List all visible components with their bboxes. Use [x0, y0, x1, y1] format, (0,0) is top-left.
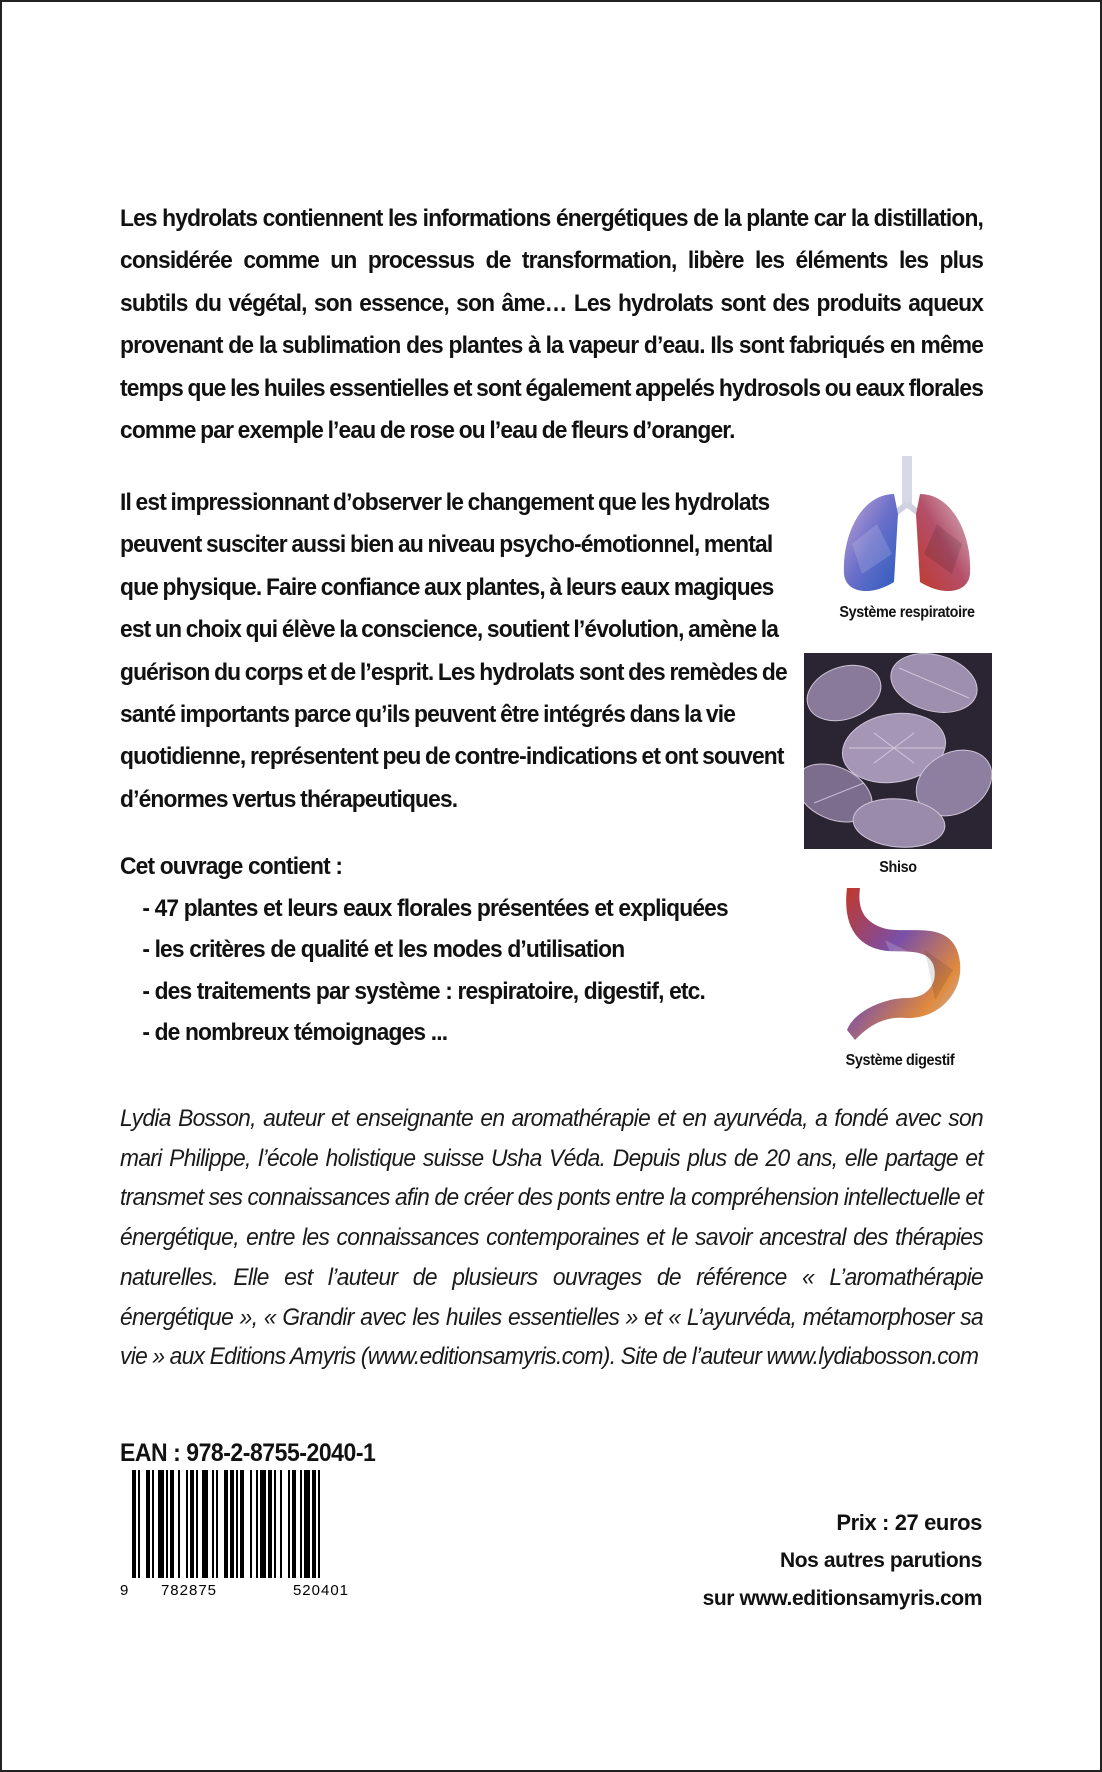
list-item: - de nombreux témoignages ... — [142, 1019, 448, 1046]
author-bio: Lydia Bosson, auteur et enseignante en aromathérapie et en ayurvéda, a fondé avec son mari Philippe, l’école holistique suisse Usha Véda. Depuis plus de 20 ans, elle partage et transmet ses connaissances afin de créer des ponts entre la compréhension intellectuelle et énergétique, entre les connaissances contemporaines et le savoir ancestral des thérapies naturelles. Elle est l’auteur de plusieurs ouvrages de référence « L’aromathérapie énergétique », « Grandir avec les huiles essentielles » et « L’ayurvéda, métamorphoser sa vie » aux Editions Amyris (www.editionsamyris.com). Site de l’auteur www.lydiabosson.com — [120, 1105, 984, 1371]
price-label: Prix : 27 euros — [836, 1510, 982, 1535]
price-block — [652, 1504, 982, 1618]
contents-items — [120, 888, 728, 1054]
contents-heading: Cet ouvrage contient : — [120, 853, 343, 880]
lungs-caption: Système respiratoire — [839, 604, 975, 621]
intro-paragraph-2: Il est impressionnant d’observer le changement que les hydrolats peuvent susciter aussi bien au niveau psycho-émotionnel, mental que physique. Faire confiance aux plantes, à leurs eaux magiques est un choix qui élève la conscience, soutient l’évolution, amène la guérison du corps et de l’esprit. Les hydrolats sont des remèdes de santé importants parce qu’ils peuvent être intégrés dans la vie quotidienne, représentent peu de contre-indications et ont souvent d’énormes vertus thérapeutiques. — [120, 489, 787, 813]
other-releases-label: Nos autres parutions — [779, 1549, 982, 1572]
list-item: - 47 plantes et leurs eaux florales présentées et expliquées — [142, 894, 728, 922]
ean-label: EAN : 978-2-8755-2040-1 — [120, 1439, 376, 1467]
barcode-digits-right: 520401 — [292, 1582, 350, 1599]
contents-list — [120, 846, 728, 1054]
stomach-caption: Système digestif — [845, 1052, 955, 1069]
shiso-leaves-photo — [804, 653, 992, 849]
list-item: - des traitements par système : respiratoire, digestif, etc. — [142, 977, 705, 1005]
barcode-digits-left: 782875 — [160, 1582, 218, 1599]
lungs-figure — [812, 454, 1002, 622]
list-item: - les critères de qualité et les modes d’utilisation — [142, 936, 625, 963]
stomach-figure — [802, 880, 998, 1070]
shiso-caption: Shiso — [879, 859, 917, 876]
intro-paragraph-1: Les hydrolats contiennent les informations énergétiques de la plante car la distillation, considérée comme un processus de transformation, libère les éléments les plus subtils du végétal, son essence, son âme… Les hydrolats sont des produits aqueux provenant de la sublimation des plantes à la vapeur d’eau. Ils sont fabriqués en même temps que les huiles essentielles et sont également appelés hydrosols ou eaux florales comme par exemple l’eau de rose ou l’eau de fleurs d’oranger. — [120, 205, 984, 445]
shiso-figure — [804, 653, 992, 877]
barcode-digit-first: 9 — [120, 1582, 129, 1599]
publisher-website: sur www.editionsamyris.com — [702, 1587, 982, 1610]
lungs-illustration — [832, 454, 982, 604]
barcode — [118, 1470, 398, 1600]
stomach-illustration — [825, 880, 975, 1044]
